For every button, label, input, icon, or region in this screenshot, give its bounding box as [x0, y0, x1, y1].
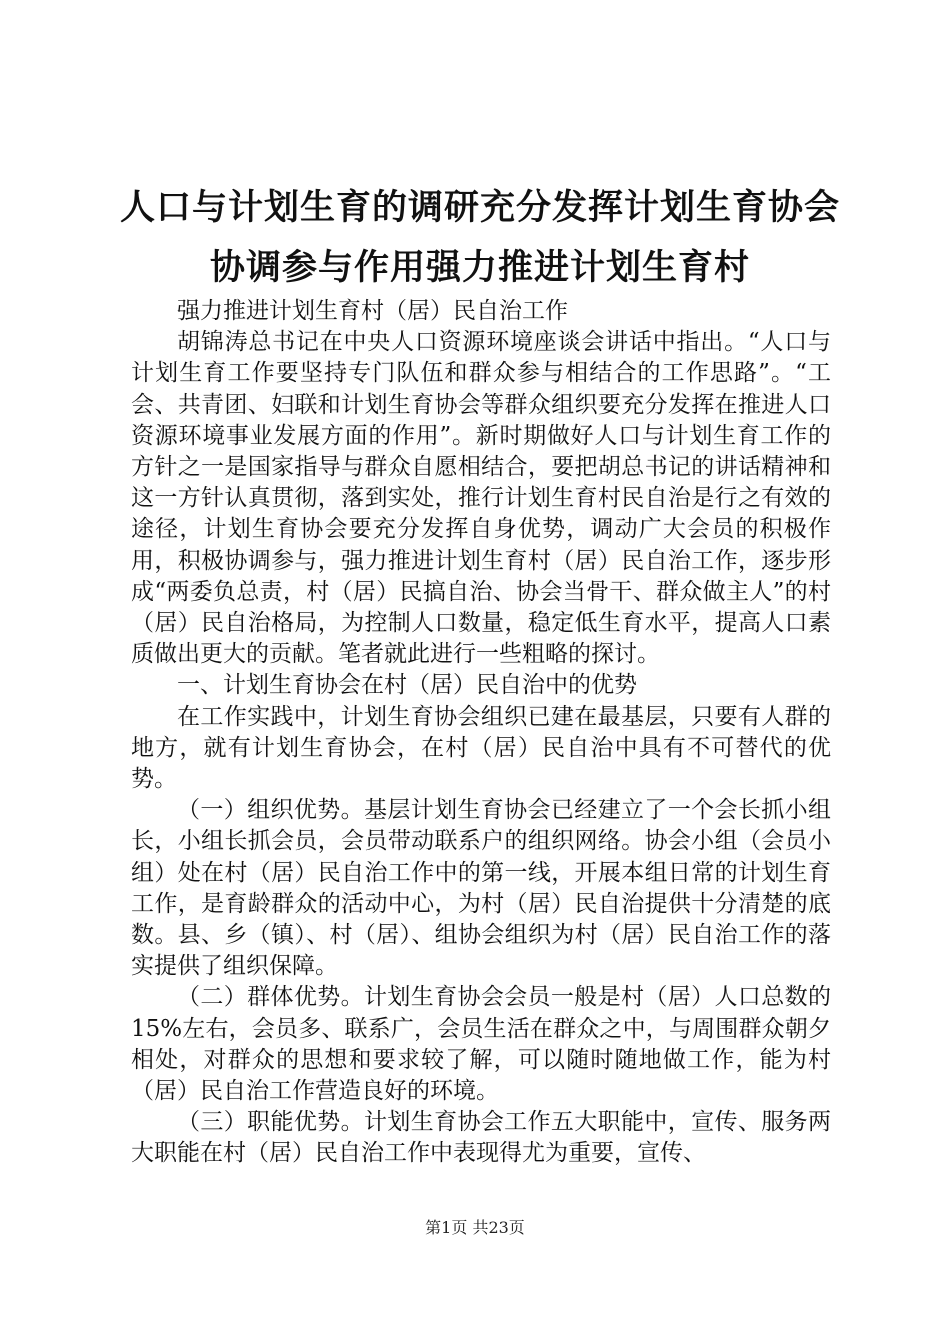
body-paragraph: 在工作实践中，计划生育协会组织已建在最基层，只要有人群的地方，就有计划生育协会，在村（居）民自治中具有不可替代的优势。 — [131, 703, 831, 793]
subtitle-paragraph: 强力推进计划生育村（居）民自治工作 — [177, 298, 568, 324]
page-number-footer: 第1页 共23页 — [425, 1218, 525, 1237]
body-paragraph: （二）群体优势。计划生育协会会员一般是村（居）人口总数的15%左右，会员多、联系广，会员生活在群众之中，与周围群众朝夕相处，对群众的思想和要求较了解，可以随时随地做工作，能为村（居）民自治工作营造良好的环境。 — [131, 984, 831, 1105]
document-body — [131, 296, 831, 1170]
body-paragraph: （三）职能优势。计划生育协会工作五大职能中，宣传、服务两大职能在村（居）民自治工作中表现得尤为重要，宣传、 — [131, 1109, 831, 1167]
section-heading: 一、计划生育协会在村（居）民自治中的优势 — [177, 672, 637, 699]
body-paragraph: （一）组织优势。基层计划生育协会已经建立了一个会长抓小组长，小组长抓会员，会员带动联系户的组织网络。协会小组（会员小组）处在村（居）民自治工作中的第一线，开展本组日常的计划生育工作，是育龄群众的活动中心，为村（居）民自治提供十分清楚的底数。县、乡（镇）、村（居）、组协会组织为村（居）民自治工作的落实提供了组织保障。 — [131, 797, 831, 980]
document-title-line-1: 人口与计划生育的调研充分发挥计划生育协会 — [119, 188, 840, 228]
intro-paragraph: 胡锦涛总书记在中央人口资源环境座谈会讲话中指出。“人口与计划生育工作要坚持专门队伍和群众参与相结合的工作思路”。“工会、共青团、妇联和计划生育协会等群众组织要充分发挥在推进人口资源环境事业发展方面的作用”。新时期做好人口与计划生育工作的方针之一是国家指导与群众自愿相结合，要把胡总书记的讲话精神和这一方针认真贯彻，落到实处，推行计划生育村民自治是行之有效的途径，计划生育协会要充分发挥自身优势，调动广大会员的积极作用，积极协调参与，强力推进计划生育村（居）民自治工作，逐步形成“两委负总责，村（居）民搞自治、协会当骨干、群众做主人”的村（居）民自治格局，为控制人口数量，稳定低生育水平，提高人口素质做出更大的贡献。笔者就此进行一些粗略的探讨。 — [131, 329, 831, 668]
document-title-line-2: 协调参与作用强力推进计划生育村 — [209, 248, 750, 288]
